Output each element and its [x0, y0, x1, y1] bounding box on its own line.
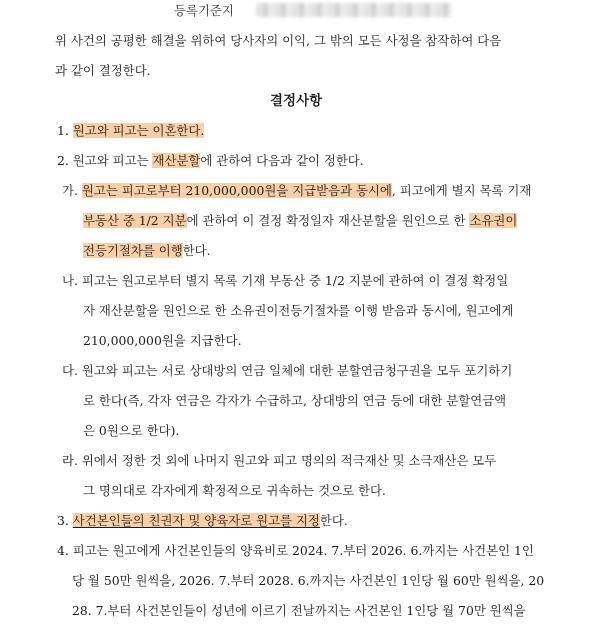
- subitem-da-line-2: 로 한다(즉, 각자 연금은 각자가 수급하고, 상대방의 연금 등에 대한 분할연금액: [83, 393, 507, 408]
- highlighted-text: 사건본인들의 친권자 및 양육자로 원고를 지정: [72, 513, 320, 528]
- subitem-ga-line-1: [62, 183, 531, 199]
- subitem-text: 피고는 원고로부터 별지 목록 기재 부동산 중 1/2 지분에 관하여 이 결정 확정일: [81, 273, 509, 288]
- intro-line-1: 위 사건의 공평한 해결을 위하여 당사자의 이익, 그 밖의 모든 사정을 참작하여 다음: [55, 33, 502, 48]
- item-text: 원고와 피고는: [72, 153, 153, 168]
- subitem-ga-line-3: [83, 243, 211, 259]
- subitem-text: 원고와 피고는 서로 상대방의 연금 일체에 대한 분할연금청구권을 모두 포기하기: [81, 363, 513, 378]
- subitem-text: 에 관하여 이 결정 확정일자 재산분할을 원인으로 한: [186, 213, 470, 228]
- subitem-da-line-3: 은 0원으로 한다).: [83, 423, 180, 438]
- item-number: 1.: [57, 123, 69, 138]
- item-number: 2.: [57, 153, 69, 168]
- item-1: [57, 123, 204, 139]
- subitem-mark: 나.: [62, 273, 78, 288]
- registered-domicile-label: 등록기준지: [174, 3, 234, 18]
- subitem-text: , 피고에게 별지 목록 기재: [391, 183, 532, 198]
- item-text: 에 관하여 다음과 같이 정한다.: [200, 153, 364, 168]
- subitem-text: 위에서 정한 것 외에 나머지 원고와 피고 명의의 적극재산 및 소극재산은 모두: [81, 453, 497, 468]
- subitem-na-line-1: [62, 273, 508, 289]
- highlighted-text: 재산분할: [152, 153, 201, 168]
- subitem-na-line-2: 자 재산분할을 원인으로 한 소유권이전등기절차를 이행 받음과 동시에, 원고에게: [83, 303, 514, 318]
- subitem-mark: 다.: [62, 363, 78, 378]
- highlighted-text: 원고는 피고로부터 210,000,000원을 지급받음과 동시에: [81, 183, 392, 198]
- item-4-line-3: 28. 7.부터 사건본인들이 성년에 이르기 전날까지는 사건본인 1인당 월 70만 원씩을: [72, 603, 526, 618]
- redacted-address: [256, 3, 452, 17]
- subitem-text: 한다.: [182, 243, 211, 258]
- subitem-mark: 가.: [62, 183, 78, 198]
- subitem-na-line-3: 210,000,000원을 지급한다.: [83, 333, 242, 348]
- item-text: 한다.: [319, 513, 348, 528]
- item-4-line-1: [57, 543, 534, 559]
- subitem-ra-line-1: [62, 453, 496, 469]
- subitem-mark: 라.: [62, 453, 78, 468]
- highlighted-text: 원고와 피고는 이혼한다.: [72, 123, 205, 138]
- subitem-da-line-1: [62, 363, 512, 379]
- subitem-ra-line-2: 그 명의대로 각자에게 확정적으로 귀속하는 것으로 한다.: [83, 483, 386, 498]
- highlighted-text: 소유권이: [469, 213, 518, 228]
- highlighted-text: 전등기절차를 이행: [83, 243, 183, 258]
- item-text: 피고는 원고에게 사건본인들의 양육비로 2024. 7.부터 2026. 6.까지는 사건본인 1인: [72, 543, 534, 558]
- item-number: 4.: [57, 543, 69, 558]
- highlighted-text: 부동산 중 1/2 지분: [83, 213, 187, 228]
- section-title: 결정사항: [270, 93, 323, 109]
- item-2: [57, 153, 364, 169]
- item-4-line-2: 당 월 50만 원씩을, 2026. 7.부터 2028. 6.까지는 사건본인 1인당 월 60만 원씩을, 20: [72, 573, 545, 588]
- item-number: 3.: [57, 513, 69, 528]
- intro-line-2: 과 같이 결정한다.: [55, 63, 151, 78]
- subitem-ga-line-2: [83, 213, 517, 229]
- item-3: [57, 513, 348, 529]
